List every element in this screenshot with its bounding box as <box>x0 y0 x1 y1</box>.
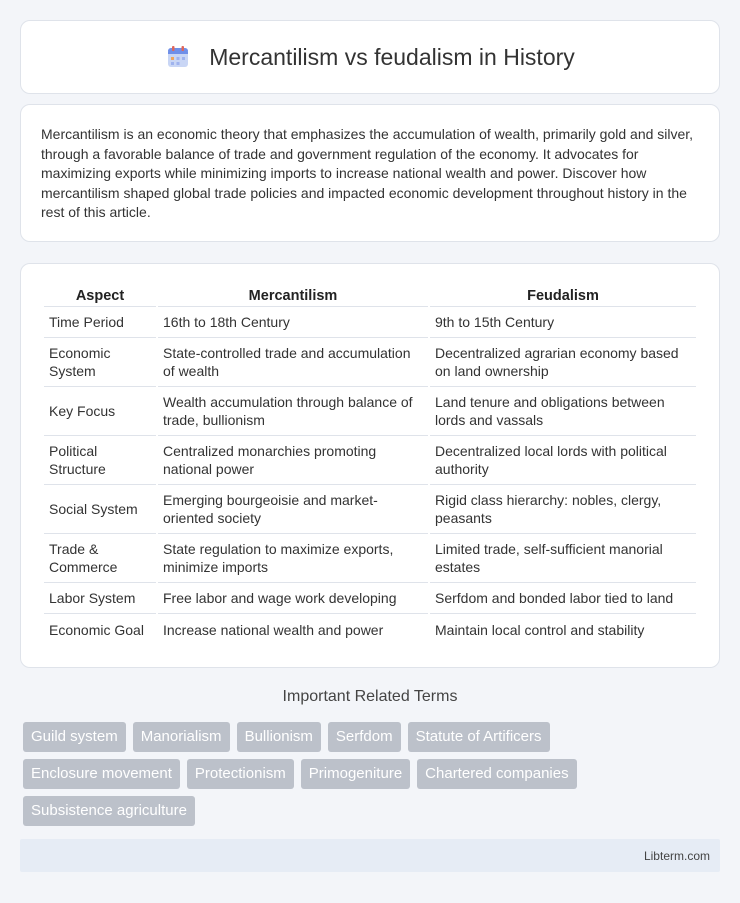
cell-feudalism: 9th to 15th Century <box>430 307 696 338</box>
cell-feudalism: Decentralized local lords with political authority <box>430 436 696 485</box>
related-terms-tags <box>23 722 623 833</box>
header-card <box>20 20 720 94</box>
tag-bullionism[interactable]: Bullionism <box>237 722 321 752</box>
cell-aspect: Key Focus <box>44 387 156 436</box>
title-wrap <box>165 44 575 71</box>
cell-mercantilism: 16th to 18th Century <box>158 307 428 338</box>
header-mercantilism: Mercantilism <box>158 284 428 307</box>
table-row <box>44 614 696 645</box>
tag-subsistence-agriculture[interactable]: Subsistence agriculture <box>23 796 195 826</box>
table-row <box>44 485 696 534</box>
cell-aspect: Political Structure <box>44 436 156 485</box>
tag-primogeniture[interactable]: Primogeniture <box>301 759 410 789</box>
table-row <box>44 534 696 583</box>
footer <box>20 839 720 872</box>
cell-feudalism: Maintain local control and stability <box>435 621 645 638</box>
cell-feudalism: Limited trade, self-sufficient manorial estates <box>430 534 696 583</box>
cell-mercantilism: State-controlled trade and accumulation of wealth <box>158 338 428 387</box>
footer-site-link[interactable]: Libterm.com <box>643 849 710 863</box>
tag-guild-system[interactable]: Guild system <box>23 722 126 752</box>
table-row <box>44 583 696 614</box>
cell-aspect: Trade & Commerce <box>44 534 156 583</box>
table-row <box>44 436 696 485</box>
table-header-row <box>44 284 696 307</box>
cell-aspect: Economic Goal <box>49 621 144 638</box>
comparison-table-card <box>20 263 720 668</box>
cell-aspect: Social System <box>44 485 156 534</box>
comparison-table <box>42 284 698 645</box>
tag-enclosure-movement[interactable]: Enclosure movement <box>23 759 180 789</box>
table-row <box>44 307 696 338</box>
page-title: Mercantilism vs feudalism in History <box>209 43 575 70</box>
tag-manorialism[interactable]: Manorialism <box>133 722 230 752</box>
cell-feudalism: Land tenure and obligations between lords and vassals <box>430 387 696 436</box>
tag-serfdom[interactable]: Serfdom <box>328 722 401 752</box>
header-feudalism: Feudalism <box>430 284 696 307</box>
tag-row <box>23 722 623 752</box>
table-row <box>44 338 696 387</box>
cell-feudalism: Rigid class hierarchy: nobles, clergy, peasants <box>430 485 696 534</box>
intro-card <box>20 104 720 242</box>
tag-statute-of-artificers[interactable]: Statute of Artificers <box>408 722 550 752</box>
cell-aspect: Labor System <box>44 583 156 614</box>
cell-mercantilism: Free labor and wage work developing <box>158 583 428 614</box>
cell-mercantilism: State regulation to maximize exports, minimize imports <box>158 534 428 583</box>
related-terms-title: Important Related Terms <box>282 688 458 705</box>
calendar-icon <box>165 44 191 70</box>
cell-aspect: Economic System <box>44 338 156 387</box>
cell-aspect: Time Period <box>44 307 156 338</box>
table-row <box>44 387 696 436</box>
cell-mercantilism: Increase national wealth and power <box>163 621 384 638</box>
intro-text: Mercantilism is an economic theory that emphasizes the accumulation of wealth, primarily gold and silver, through a favorable balance of trade and government regulation of the economy. It advocates for maximizing exports while minimizing imports to increase national wealth and power. Discover how mercantilism shaped global trade policies and impacted economic development throughout history in the rest of this article. <box>41 126 694 220</box>
cell-mercantilism: Emerging bourgeoisie and market-oriented society <box>158 485 428 534</box>
header-aspect: Aspect <box>44 284 156 307</box>
cell-feudalism: Decentralized agrarian economy based on land ownership <box>430 338 696 387</box>
tag-row <box>23 759 623 789</box>
cell-mercantilism: Wealth accumulation through balance of trade, bullionism <box>158 387 428 436</box>
cell-mercantilism: Centralized monarchies promoting national power <box>158 436 428 485</box>
tag-protectionism[interactable]: Protectionism <box>187 759 294 789</box>
tag-chartered-companies[interactable]: Chartered companies <box>417 759 576 789</box>
tag-row <box>23 796 623 826</box>
cell-feudalism: Serfdom and bonded labor tied to land <box>430 583 696 614</box>
